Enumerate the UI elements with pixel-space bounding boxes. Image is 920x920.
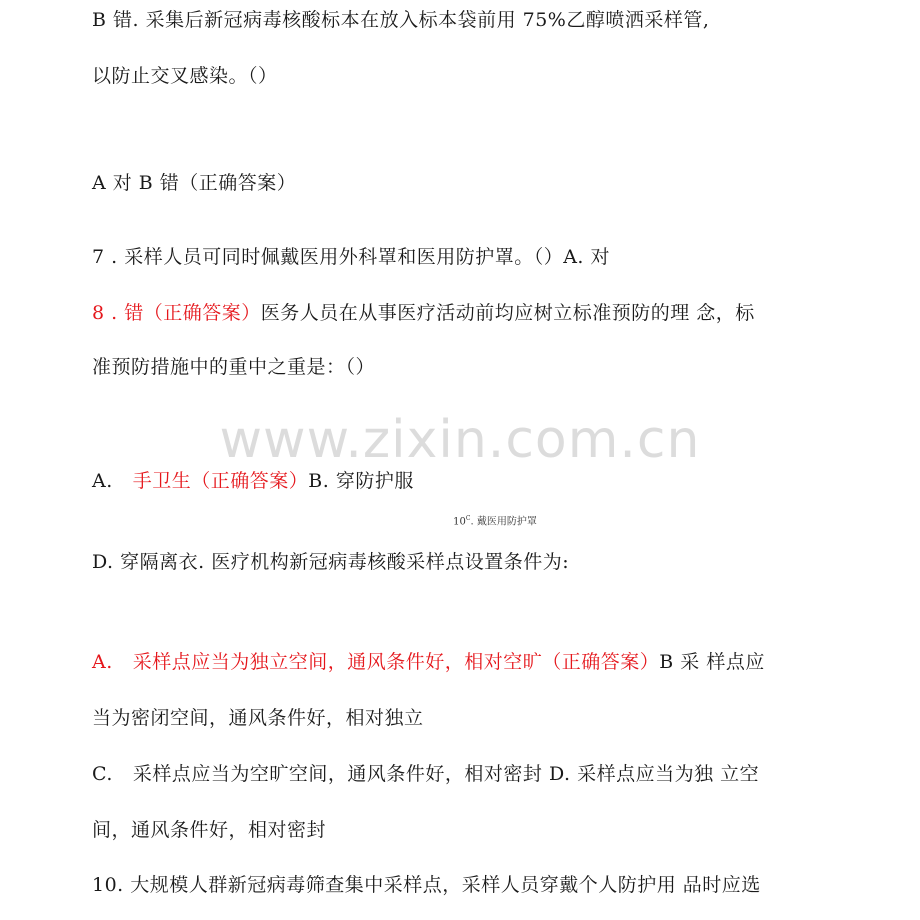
answer-options-line: A 对 B 错（正确答案） <box>92 172 297 194</box>
option-a-prefix: A. <box>92 651 113 673</box>
option-a-line <box>92 469 414 493</box>
watermark: www.zixin.com.cn <box>219 410 701 470</box>
note-number: 10 <box>453 516 466 528</box>
option-a-prefix: A. <box>92 470 113 492</box>
question-10-line: 10. 大规模人群新冠病毒筛查集中采样点，采样人员穿戴个人防护用 品时应选 <box>92 874 761 896</box>
question-text-line: 以防止交叉感染。（） <box>92 65 278 87</box>
option-c-prefix: C. <box>92 763 113 785</box>
correct-answer-option: 手卫生（正确答案） <box>132 470 309 492</box>
option-c-line <box>92 762 759 786</box>
note-superscript: C <box>465 515 471 522</box>
option-c-text: 采样点应当为空旷空间，通风条件好，相对密封 D. 采样点应当为独 立空 <box>132 763 760 785</box>
small-option-note <box>0 512 920 529</box>
option-b-continuation: 当为密闭空间，通风条件好，相对独立 <box>92 707 424 729</box>
question-8-text: 医务人员在从事医疗活动前均应树立标准预防的理 念，标 <box>260 302 755 324</box>
question-9-line: D. 穿隔离衣. 医疗机构新冠病毒核酸采样点设置条件为: <box>92 551 570 573</box>
question-text-line: B 错. 采集后新冠病毒核酸标本在放入标本袋前用 75%乙醇喷洒采样管, <box>92 9 710 31</box>
note-text: . 戴医用防护罩 <box>470 516 537 528</box>
correct-answer-label: 8 . 错（正确答案） <box>92 302 261 324</box>
option-a-line <box>92 650 765 674</box>
option-b-text: B. 穿防护服 <box>308 470 414 492</box>
correct-answer-option: 采样点应当为独立空间，通风条件好，相对空旷（正确答案） <box>132 651 660 673</box>
question-7: 7 . 采样人员可同时佩戴医用外科罩和医用防护罩。（）A. 对 <box>92 246 611 268</box>
question-8-line <box>92 301 755 325</box>
question-8-continuation: 准预防措施中的重中之重是：（） <box>92 356 376 378</box>
option-d-continuation: 间，通风条件好，相对密封 <box>92 819 327 841</box>
option-b-text: B 采 样点应 <box>659 651 765 673</box>
